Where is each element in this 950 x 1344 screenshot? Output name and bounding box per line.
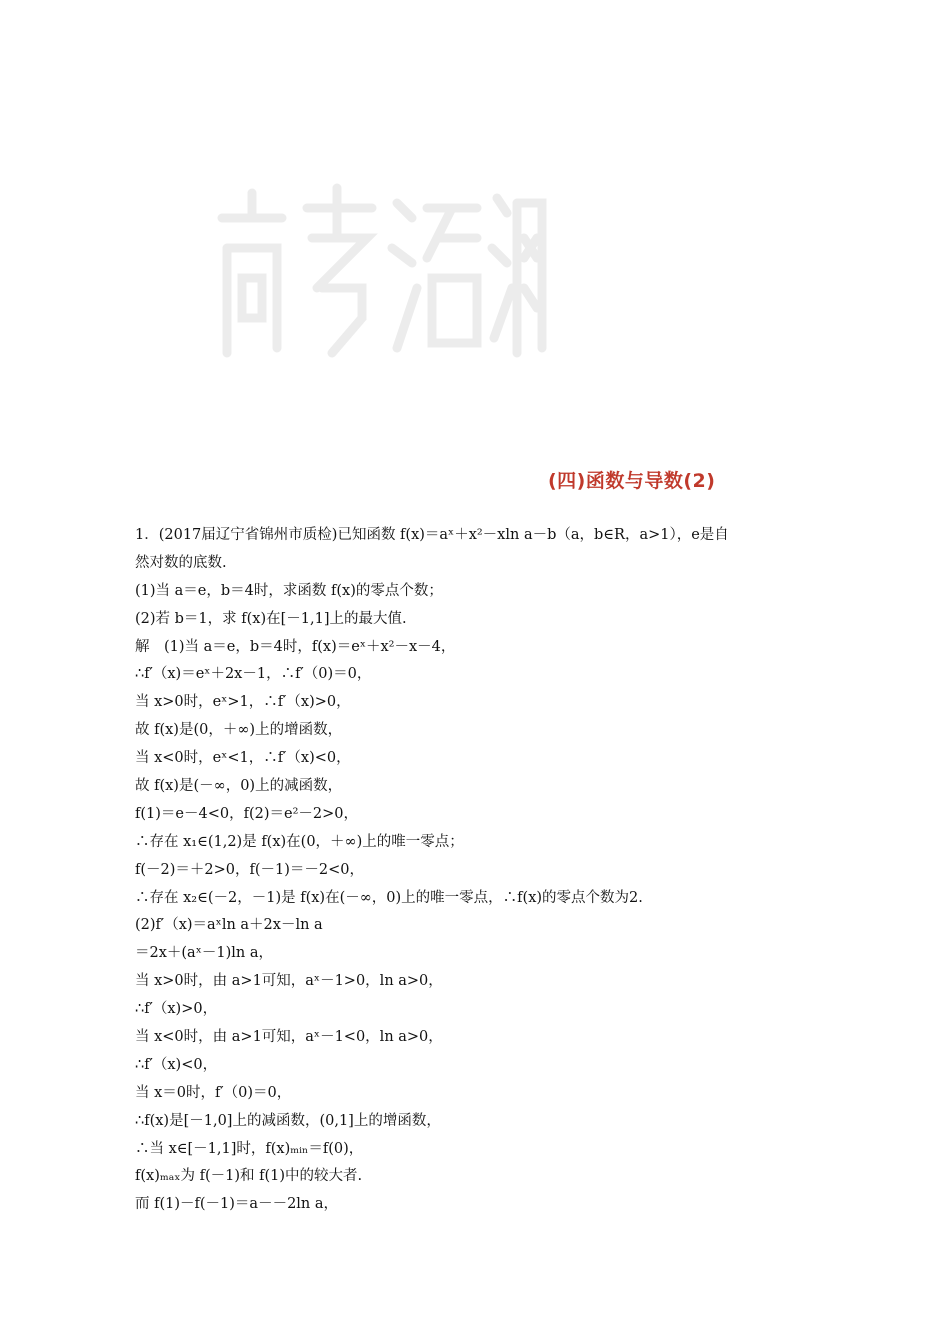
solution-line: 当 x>0时，由 a>1可知，aˣ－1>0，ln a>0， [135, 973, 443, 990]
watermark-logo [212, 178, 548, 368]
solution-line: f(－2)＝＋2>0，f(－1)＝－2<0， [135, 861, 365, 878]
solution-line: ∴f′（x)＝eˣ＋2x－1，∴f′（0)＝0， [135, 666, 372, 683]
solution-line: ∴存在 x₁∈(1,2)是 f(x)在(0，＋∞)上的唯一零点； [135, 833, 464, 850]
solution-line: 当 x>0时，eˣ>1，∴f′（x)>0， [135, 694, 351, 711]
solution-line: 当 x<0时，由 a>1可知，aˣ－1<0，ln a>0， [135, 1029, 443, 1046]
solution-line: 而 f(1)－f(－1)＝a－－2ln a， [135, 1196, 339, 1213]
solution-line: ∴存在 x₂∈(－2，－1)是 f(x)在(－∞，0)上的唯一零点，∴f(x)的零点个数为2. [135, 889, 643, 906]
solution-line: ∴f′（x)<0， [135, 1056, 218, 1073]
solution-line: ＝2x＋(aˣ－1)ln a， [135, 945, 273, 962]
solution-line: 故 f(x)是(0，＋∞)上的增函数， [135, 722, 343, 739]
solution-line: f(x)ₘₐₓ为 f(－1)和 f(1)中的较大者. [135, 1168, 363, 1185]
solution-line: 当 x＝0时，f′（0)＝0， [135, 1084, 292, 1101]
problem-statement-line: 1．(2017届辽宁省锦州市质检)已知函数 f(x)＝aˣ＋x²－xln a－b（a，b∈R，a>1），e是自 [135, 527, 729, 543]
solution-line: ∴当 x∈[－1,1]时，f(x)ₘᵢₙ＝f(0)， [135, 1140, 364, 1157]
solution-line: ∴f′（x)>0， [135, 1001, 218, 1018]
question-part-2: (2)若 b＝1，求 f(x)在[－1,1]上的最大值. [135, 610, 407, 627]
question-part-1: (1)当 a＝e，b＝4时，求函数 f(x)的零点个数； [135, 582, 443, 599]
solution-line: 故 f(x)是(－∞，0)上的减函数， [135, 778, 343, 795]
section-title: (四)函数与导数(2) [548, 470, 716, 492]
solution-line: 解 (1)当 a＝e，b＝4时，f(x)＝eˣ＋x²－x－4， [135, 638, 456, 655]
solution-line: f(1)＝e－4<0，f(2)＝e²－2>0， [135, 805, 358, 822]
solution-line: ∴f(x)是[－1,0]上的减函数，(0,1]上的增函数， [135, 1112, 441, 1129]
solution-line: (2)f′（x)＝aˣln a＋2x－ln a [135, 917, 323, 934]
problem-statement-line: 然对数的底数. [135, 554, 227, 571]
problem-content [135, 522, 825, 1219]
solution-line: 当 x<0时，eˣ<1，∴f′（x)<0， [135, 750, 351, 767]
